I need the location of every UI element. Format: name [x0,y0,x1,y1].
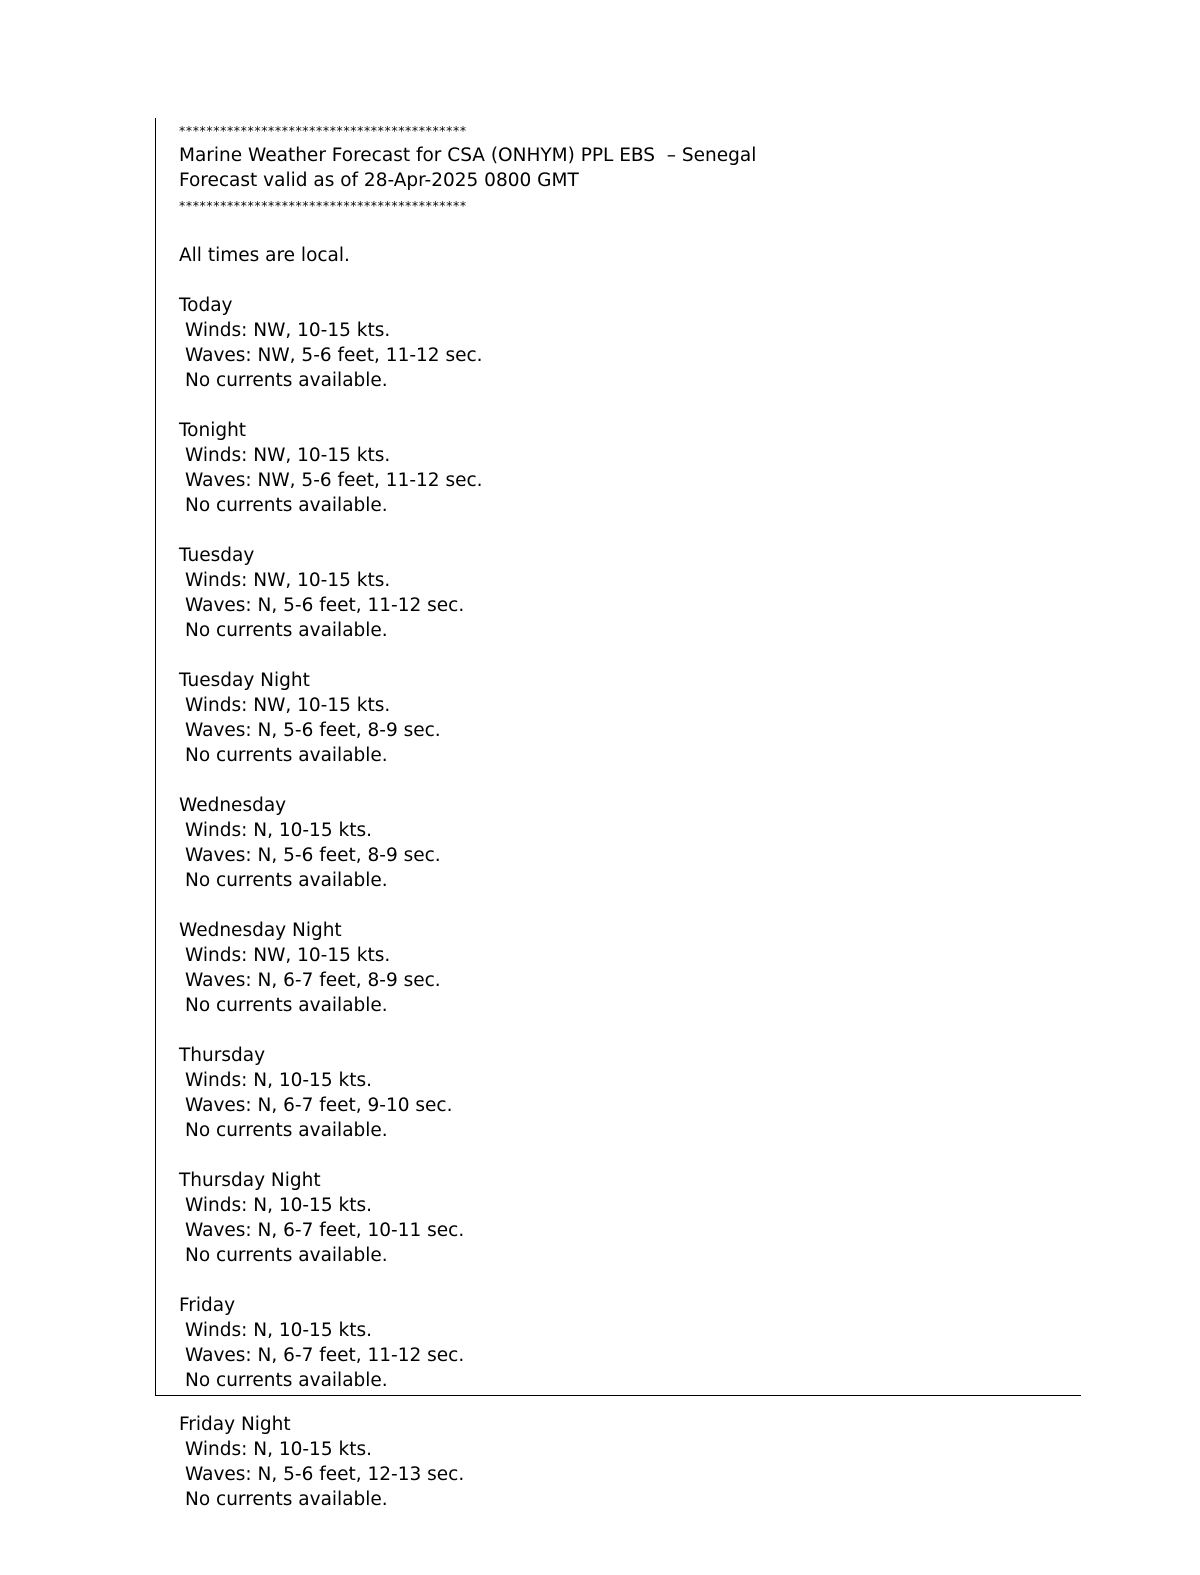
period-winds: Winds: NW, 10-15 kts. [185,445,391,466]
period-name: Friday Night [179,1414,291,1435]
period-waves: Waves: N, 6-7 feet, 8-9 sec. [185,970,441,991]
spacer [179,1143,1059,1168]
period-block [179,793,1059,918]
spacer [179,218,1059,243]
spacer [179,1018,1059,1043]
period-currents: No currents available. [185,495,388,516]
period-name: Today [179,295,233,316]
period-winds: Winds: NW, 10-15 kts. [185,695,391,716]
period-winds: Winds: NW, 10-15 kts. [185,945,391,966]
spacer [179,643,1059,668]
period-name: Tuesday Night [179,670,310,691]
period-waves: Waves: NW, 5-6 feet, 11-12 sec. [185,470,483,491]
forecast-body [179,118,1059,1393]
spacer [179,518,1059,543]
spacer [179,893,1059,918]
period-name: Thursday Night [179,1170,321,1191]
times-note: All times are local. [179,245,350,266]
spacer [179,768,1059,793]
period-winds: Winds: N, 10-15 kts. [185,820,372,841]
period-waves: Waves: N, 5-6 feet, 11-12 sec. [185,595,465,616]
period-currents: No currents available. [185,1370,388,1391]
spacer [179,393,1059,418]
period-name: Tonight [179,420,247,441]
period-currents: No currents available. [185,870,388,891]
period-currents: No currents available. [185,620,388,641]
period-winds: Winds: N, 10-15 kts. [185,1320,372,1341]
period-block [179,1043,1059,1168]
bottom-border-rule [155,1395,1081,1396]
period-currents: No currents available. [185,745,388,766]
period-winds: Winds: NW, 10-15 kts. [185,570,391,591]
period-currents: No currents available. [185,995,388,1016]
period-block [179,1412,1059,1512]
period-block [179,668,1059,793]
period-name: Wednesday [179,795,287,816]
period-block [179,418,1059,543]
period-winds: Winds: N, 10-15 kts. [185,1070,372,1091]
period-waves: Waves: N, 5-6 feet, 8-9 sec. [185,845,441,866]
period-block [179,918,1059,1043]
forecast-valid-time: Forecast valid as of 28-Apr-2025 0800 GMT [179,170,579,191]
spacer [179,268,1059,293]
header-stars-top: ****************************************** [179,123,467,138]
period-currents: No currents available. [185,1489,388,1510]
header-stars-bottom: ****************************************** [179,198,467,213]
period-name: Tuesday [179,545,255,566]
spacer [179,1268,1059,1293]
left-border-rule [155,118,156,1396]
period-waves: Waves: N, 5-6 feet, 8-9 sec. [185,720,441,741]
period-waves: Waves: N, 5-6 feet, 12-13 sec. [185,1464,465,1485]
forecast-title: Marine Weather Forecast for CSA (ONHYM) PPL EBS – Senegal [179,145,757,166]
period-currents: No currents available. [185,1120,388,1141]
period-waves: Waves: N, 6-7 feet, 9-10 sec. [185,1095,453,1116]
period-block [179,1293,1059,1393]
period-name: Wednesday Night [179,920,342,941]
forecast-continued [179,1412,1059,1512]
period-currents: No currents available. [185,1245,388,1266]
period-waves: Waves: NW, 5-6 feet, 11-12 sec. [185,345,483,366]
period-currents: No currents available. [185,370,388,391]
period-winds: Winds: N, 10-15 kts. [185,1195,372,1216]
period-waves: Waves: N, 6-7 feet, 11-12 sec. [185,1345,465,1366]
period-winds: Winds: NW, 10-15 kts. [185,320,391,341]
period-block [179,543,1059,668]
period-name: Thursday [179,1045,266,1066]
period-winds: Winds: N, 10-15 kts. [185,1439,372,1460]
period-name: Friday [179,1295,236,1316]
period-waves: Waves: N, 6-7 feet, 10-11 sec. [185,1220,465,1241]
period-block [179,293,1059,418]
period-block [179,1168,1059,1293]
